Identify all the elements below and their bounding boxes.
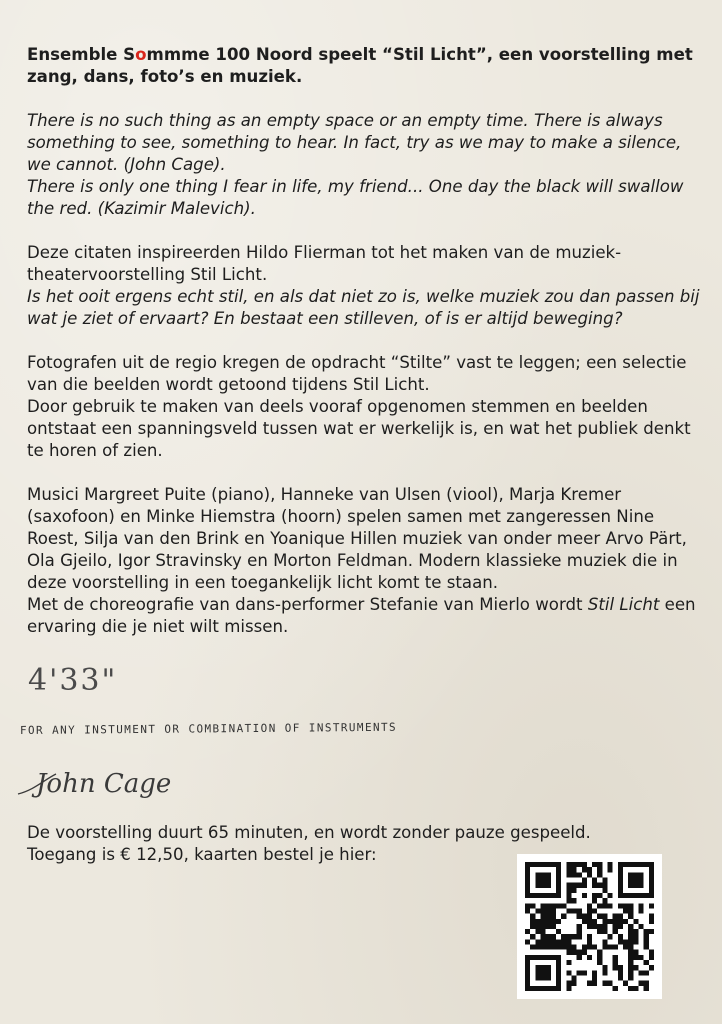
qr-code-icon [525, 862, 654, 991]
signature: John Cage [36, 769, 172, 799]
duration-text: De voorstelling duurt 65 minuten, en wordt zonder pauze gespeeld. [27, 823, 591, 842]
ticket-text: Toegang is € 12,50, kaarten bestel je hier: [27, 845, 377, 864]
choreo-title: Stil Licht [587, 595, 660, 614]
intro-question: Is het ooit ergens echt stil, en als dat niet zo is, welke muziek zou dan passen bij wat je ziet of ervaart? En bestaat een stilleven, of is er altijd beweging? [27, 287, 700, 328]
choreo-post: een ervaring die je niet wilt missen. [27, 595, 696, 636]
title-part-1: Ensemble S [27, 45, 136, 64]
photo-text-2: Door gebruik te maken van deels vooraf opgenomen stemmen en beelden ontstaat een spanningsveld tussen wat er werkelijk is, en wat het publiek denkt te horen of zien. [27, 397, 691, 460]
score-subtitle: FOR ANY INSTUMENT OR COMBINATION OF INSTRUMENTS [19, 720, 398, 737]
page-content [27, 44, 702, 638]
handwritten-score-image [14, 652, 474, 812]
title-part-2: mmme 100 Noord speelt “Stil Licht”, een voorstelling met zang, dans, foto’s en muziek. [27, 45, 693, 86]
ticket-qr-code[interactable] [517, 854, 662, 999]
choreo-pre: Met de choreografie van dans-performer Stefanie van Mierlo wordt [27, 595, 588, 614]
page-title [27, 44, 702, 88]
title-accent-letter: o [135, 45, 147, 64]
choreography-text [27, 594, 702, 638]
photo-text-1: Fotografen uit de regio kregen de opdracht “Stilte” vast te leggen; een selectie van die beelden wordt getoond tijdens Stil Licht. [27, 353, 687, 394]
musicians-text: Musici Margreet Puite (piano), Hanneke van Ulsen (viool), Marja Kremer (saxofoon) en Minke Hiemstra (hoorn) spelen samen met zangeressen Nine Roest, Silja van den Brink en Yoanique Hillen muziek van onder meer Arvo Pärt, Ola Gjeilo, Igor Stravinsky en Morton Feldman. Modern klassieke muziek die in deze voorstelling in een toegankelijk licht komt te staan. [27, 485, 687, 592]
intro-text: Deze citaten inspireerden Hildo Flierman tot het maken van de muziek-theatervoorstelling Stil Licht. [27, 243, 622, 284]
quote-cage: There is no such thing as an empty space or an empty time. There is always something to see, something to hear. In fact, try as we may to make a silence, we cannot. (John Cage). [27, 111, 682, 174]
quote-malevich: There is only one thing I fear in life, my friend... One day the black will swallow the red. (Kazimir Malevich). [27, 177, 684, 218]
handwriting-drawing [14, 652, 474, 812]
score-title: 4'33" [28, 663, 118, 698]
